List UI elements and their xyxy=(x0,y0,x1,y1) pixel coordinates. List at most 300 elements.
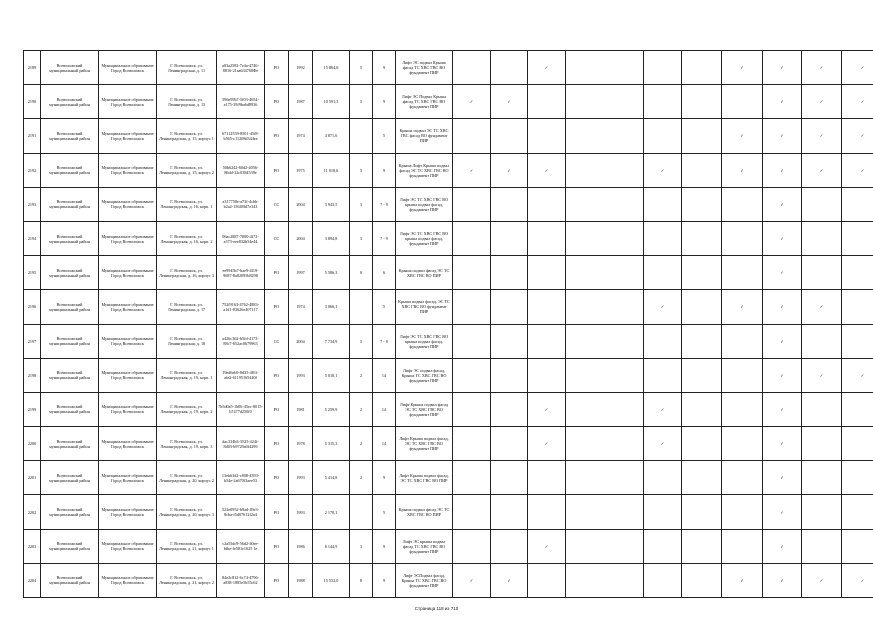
area-cell: 5 018,1 xyxy=(313,358,350,392)
entrances-cell: 2 xyxy=(350,392,373,426)
area-cell: 5 414,8 xyxy=(313,461,350,495)
work-check-cell xyxy=(528,153,566,187)
work-check-cell xyxy=(453,495,491,529)
row-number: 2194 xyxy=(24,221,41,255)
work-check-cell xyxy=(763,51,802,85)
area-cell: 2 170,1 xyxy=(313,495,350,529)
checkmark-icon: ✓ xyxy=(780,441,784,447)
checkmark-icon: ✓ xyxy=(780,338,784,344)
ownership-type-cell: РО xyxy=(265,461,289,495)
work-check-cell xyxy=(722,529,763,563)
floors-cell: 5 xyxy=(373,495,396,529)
year-cell: 1975 xyxy=(289,153,313,187)
work-check-cell xyxy=(682,153,722,187)
work-check-cell xyxy=(644,187,682,221)
district-cell: Всеволожский муниципальный район xyxy=(41,495,99,529)
work-check-cell xyxy=(763,495,802,529)
year-cell: 1987 xyxy=(289,85,313,119)
work-check-cell xyxy=(528,51,566,85)
checkmark-icon: ✓ xyxy=(780,543,784,549)
work-check-cell xyxy=(528,495,566,529)
work-check-cell xyxy=(644,85,682,119)
row-number: 2191 xyxy=(24,119,41,153)
guid-cell: 13eb63d2-c808-4393-b54e-2a670f3aee53 xyxy=(217,461,265,495)
checkmark-icon: ✓ xyxy=(780,509,784,515)
work-check-cell xyxy=(491,153,528,187)
work-check-cell xyxy=(453,427,491,461)
work-check-cell xyxy=(453,221,491,255)
row-number: 2192 xyxy=(24,153,41,187)
checkmark-icon: ✓ xyxy=(819,99,824,105)
work-check-cell xyxy=(682,461,722,495)
address-cell: Г. Всеволожск, ул. Ленинградская, д. 18 xyxy=(157,324,217,358)
row-number: 2193 xyxy=(24,187,41,221)
year-cell: 1986 xyxy=(289,529,313,563)
work-check-cell xyxy=(566,495,644,529)
work-check-cell xyxy=(453,392,491,426)
district-cell: Всеволожский муниципальный район xyxy=(41,563,99,597)
work-check-cell xyxy=(528,119,566,153)
works-cell: Лифт ЭСПодвал фасад, Крыша ТС ХВС ГВС ВО фундамент ПИР xyxy=(396,563,453,597)
ownership-type-cell: РО xyxy=(265,119,289,153)
work-check-cell xyxy=(528,563,566,597)
year-cell: 2004 xyxy=(289,187,313,221)
address-cell: Г. Всеволожск, ул. Ленинградская, д. 15, корпус 2 xyxy=(157,153,217,187)
checkmark-icon: ✓ xyxy=(780,304,784,310)
work-check-cell xyxy=(528,392,566,426)
checkmark-icon: ✓ xyxy=(544,543,549,549)
work-check-cell xyxy=(566,51,644,85)
municipality-cell: Муниципальное образование Город Всеволожск xyxy=(99,529,157,563)
work-check-cell xyxy=(682,51,722,85)
work-check-cell xyxy=(644,290,682,324)
work-check-cell xyxy=(763,324,802,358)
work-check-cell xyxy=(842,392,873,426)
table-row xyxy=(24,51,873,85)
year-cell: 1974 xyxy=(289,290,313,324)
guid-cell: 50b6242-60d2-4056-86dd-32c0384539e xyxy=(217,153,265,187)
ownership-type-cell: СС xyxy=(265,187,289,221)
work-check-cell xyxy=(682,187,722,221)
ownership-type-cell: РО xyxy=(265,427,289,461)
year-cell: 1988 xyxy=(289,563,313,597)
entrances-cell: 5 xyxy=(350,51,373,85)
floors-cell: 7 - 9 xyxy=(373,187,396,221)
table-row xyxy=(24,153,873,187)
entrances-cell: 3 xyxy=(350,187,373,221)
address-cell: Г. Всеволожск, ул. Ленинградская, д. 19, корп. 2 xyxy=(157,392,217,426)
checkmark-icon: ✓ xyxy=(780,99,784,105)
work-check-cell xyxy=(453,324,491,358)
work-check-cell xyxy=(566,119,644,153)
guid-cell: 06ac2887-7000-4f72-a373-eee832b54e44 xyxy=(217,221,265,255)
floors-cell: 9 xyxy=(373,153,396,187)
work-check-cell xyxy=(802,392,842,426)
work-check-cell xyxy=(842,290,873,324)
works-cell: Лифт ЭС ТС ХВС ГВС ВО крыша подвал фасад, фундамент ПИР xyxy=(396,324,453,358)
municipality-cell: Муниципальное образование Город Всеволожск xyxy=(99,221,157,255)
work-check-cell xyxy=(802,324,842,358)
work-check-cell xyxy=(722,495,763,529)
guid-cell: 596e99b7-5f03-4654-a175-39f9ba6d8936 xyxy=(217,85,265,119)
checkmark-icon: ✓ xyxy=(740,304,744,310)
entrances-cell: 2 xyxy=(350,461,373,495)
checkmark-icon: ✓ xyxy=(507,577,511,583)
address-cell: Г. Всеволожск, ул. Ленинградская, д. 20, корпус 2 xyxy=(157,461,217,495)
work-check-cell xyxy=(682,119,722,153)
area-cell: 3 066,1 xyxy=(313,290,350,324)
work-check-cell xyxy=(763,153,802,187)
floors-cell: 9 xyxy=(373,85,396,119)
row-number: 2199 xyxy=(24,392,41,426)
work-check-cell xyxy=(802,427,842,461)
ownership-type-cell: РО xyxy=(265,153,289,187)
work-check-cell xyxy=(453,85,491,119)
address-cell: Г. Всеволожск, ул. Ленинградская, д. 21, корпус 1 xyxy=(157,529,217,563)
work-check-cell xyxy=(682,221,722,255)
work-check-cell xyxy=(566,427,644,461)
floors-cell: 9 xyxy=(373,461,396,495)
checkmark-icon: ✓ xyxy=(860,577,865,583)
checkmark-icon: ✓ xyxy=(819,577,824,583)
work-check-cell xyxy=(802,563,842,597)
checkmark-icon: ✓ xyxy=(660,441,665,447)
checkmark-icon: ✓ xyxy=(544,65,549,71)
works-cell: Лифт Крыша подвал фасад, ЭС ТС ХВС ГВС ВО фундамент ПИР xyxy=(396,427,453,461)
entrances-cell: 0 xyxy=(350,256,373,290)
work-check-cell xyxy=(491,324,528,358)
area-cell: 6 144,9 xyxy=(313,529,350,563)
entrances-cell: 5 xyxy=(350,85,373,119)
works-cell: Лифт ЭС подвал Крыша фасад ТС ХВС ГВС ВО фундамент ПИР xyxy=(396,51,453,85)
row-number: 2197 xyxy=(24,324,41,358)
work-check-cell xyxy=(644,529,682,563)
work-check-cell xyxy=(682,324,722,358)
ownership-type-cell: РО xyxy=(265,256,289,290)
work-check-cell xyxy=(491,187,528,221)
guid-cell: c2a55dc9-56d2-40ee-bfbe-fe581e1625 1e xyxy=(217,529,265,563)
address-cell: Г. Всеволожск, ул. Ленинградская, д. 15, корпус 1 xyxy=(157,119,217,153)
ownership-type-cell: РО xyxy=(265,358,289,392)
checkmark-icon: ✓ xyxy=(740,167,744,173)
work-check-cell xyxy=(453,256,491,290)
work-check-cell xyxy=(644,221,682,255)
work-check-cell xyxy=(763,256,802,290)
work-check-cell xyxy=(682,256,722,290)
floors-cell: 7 - 9 xyxy=(373,324,396,358)
row-number: 2195 xyxy=(24,256,41,290)
checkmark-icon: ✓ xyxy=(469,99,474,105)
year-cell: 1974 xyxy=(289,119,313,153)
work-check-cell xyxy=(491,221,528,255)
work-check-cell xyxy=(453,529,491,563)
work-check-cell xyxy=(722,392,763,426)
work-check-cell xyxy=(722,324,763,358)
checkmark-icon: ✓ xyxy=(860,133,865,139)
work-check-cell xyxy=(842,461,873,495)
address-cell: Г. Всеволожск, ул. Ленинградская, д. 13 xyxy=(157,85,217,119)
work-check-cell xyxy=(528,221,566,255)
work-check-cell xyxy=(763,392,802,426)
work-check-cell xyxy=(682,529,722,563)
work-check-cell xyxy=(802,221,842,255)
checkmark-icon: ✓ xyxy=(780,236,784,242)
work-check-cell xyxy=(842,153,873,187)
area-cell: 5 586,3 xyxy=(313,256,350,290)
work-check-cell xyxy=(842,256,873,290)
table-row xyxy=(24,529,873,563)
entrances-cell: 2 xyxy=(350,358,373,392)
row-number: 2203 xyxy=(24,529,41,563)
municipality-cell: Муниципальное образование Город Всеволожск xyxy=(99,358,157,392)
ownership-type-cell: РО xyxy=(265,51,289,85)
work-check-cell xyxy=(842,221,873,255)
checkmark-icon: ✓ xyxy=(860,372,865,378)
guid-cell: 19ed6eb9-8d35-481f-afe2-61195165440f xyxy=(217,358,265,392)
entrances-cell: 5 xyxy=(350,153,373,187)
work-check-cell xyxy=(644,461,682,495)
work-check-cell xyxy=(722,51,763,85)
checkmark-icon: ✓ xyxy=(544,167,549,173)
work-check-cell xyxy=(566,187,644,221)
work-check-cell xyxy=(644,392,682,426)
row-number: 2190 xyxy=(24,85,41,119)
work-check-cell xyxy=(842,358,873,392)
works-cell: Лифт ЭС крыша подвал фасад ТС ХВС ГВС ВО фундамент ПИР xyxy=(396,529,453,563)
entrances-cell: 8 xyxy=(350,563,373,597)
works-cell: Лифт ЭС Подвал Крыша фасад ТС ХВС ГВС ВО фундамент ПИР xyxy=(396,85,453,119)
ownership-type-cell: РО xyxy=(265,529,289,563)
municipality-cell: Муниципальное образование Город Всеволожск xyxy=(99,256,157,290)
work-check-cell xyxy=(722,358,763,392)
register-body xyxy=(24,51,873,598)
district-cell: Всеволожский муниципальный район xyxy=(41,358,99,392)
ownership-type-cell: РО xyxy=(265,563,289,597)
work-check-cell xyxy=(453,187,491,221)
year-cell: 1993 xyxy=(289,358,313,392)
address-cell: Г. Всеволожск, ул. Ленинградская, д. 17 xyxy=(157,290,217,324)
checkmark-icon: ✓ xyxy=(660,167,665,173)
page-footer: Страница 118 из 710 xyxy=(414,606,459,611)
work-check-cell xyxy=(763,461,802,495)
table-row xyxy=(24,290,873,324)
work-check-cell xyxy=(763,529,802,563)
work-check-cell xyxy=(682,358,722,392)
work-check-cell xyxy=(453,461,491,495)
work-check-cell xyxy=(566,256,644,290)
work-check-cell xyxy=(842,324,873,358)
guid-cell: a03a2582-7e4a-4746-8816-21aa634768Фe xyxy=(217,51,265,85)
address-cell: Г. Всеволожск, ул. Ленинградская, д. 11 xyxy=(157,51,217,85)
work-check-cell xyxy=(722,563,763,597)
work-check-cell xyxy=(682,290,722,324)
work-check-cell xyxy=(528,324,566,358)
municipality-cell: Муниципальное образование Город Всеволожск xyxy=(99,324,157,358)
works-cell: Крыша подвал фасад ЭС ТС ХВС ГВС ВО ПИР xyxy=(396,256,453,290)
work-check-cell xyxy=(491,358,528,392)
area-cell: 3 894,8 xyxy=(313,221,350,255)
row-number: 2198 xyxy=(24,358,41,392)
work-check-cell xyxy=(644,427,682,461)
ownership-type-cell: РО xyxy=(265,290,289,324)
district-cell: Всеволожский муниципальный район xyxy=(41,256,99,290)
work-check-cell xyxy=(682,85,722,119)
checkmark-icon: ✓ xyxy=(740,65,744,71)
district-cell: Всеволожский муниципальный район xyxy=(41,392,99,426)
work-check-cell xyxy=(528,256,566,290)
district-cell: Всеволожский муниципальный район xyxy=(41,461,99,495)
work-check-cell xyxy=(566,563,644,597)
checkmark-icon: ✓ xyxy=(860,99,865,105)
checkmark-icon: ✓ xyxy=(780,133,784,139)
checkmark-icon: ✓ xyxy=(819,65,824,71)
checkmark-icon: ✓ xyxy=(819,372,824,378)
checkmark-icon: ✓ xyxy=(660,304,665,310)
area-cell: 10 591,3 xyxy=(313,85,350,119)
checkmark-icon: ✓ xyxy=(860,167,865,173)
work-check-cell xyxy=(842,119,873,153)
work-check-cell xyxy=(528,290,566,324)
municipality-cell: Муниципальное образование Город Всеволожск xyxy=(99,51,157,85)
municipality-cell: Муниципальное образование Город Всеволожск xyxy=(99,119,157,153)
checkmark-icon: ✓ xyxy=(860,65,865,71)
guid-cell: ee9945b7-bae9-4f19-9687-8a82095b8298 xyxy=(217,256,265,290)
ownership-type-cell: СС xyxy=(265,324,289,358)
work-check-cell xyxy=(722,461,763,495)
work-check-cell xyxy=(763,358,802,392)
work-check-cell xyxy=(763,187,802,221)
works-cell: Крыша подвал фасад, ЭС ТС ХВС ГВС ВО фундамент ПИР xyxy=(396,290,453,324)
work-check-cell xyxy=(682,563,722,597)
work-check-cell xyxy=(763,427,802,461)
guid-cell: a426c362-b5fd-4173-88c7-652ac0679963 xyxy=(217,324,265,358)
work-check-cell xyxy=(842,495,873,529)
checkmark-icon: ✓ xyxy=(780,577,784,583)
checkmark-icon: ✓ xyxy=(507,99,511,105)
municipality-cell: Муниципальное образование Город Всеволожск xyxy=(99,563,157,597)
work-check-cell xyxy=(644,563,682,597)
checkmark-icon: ✓ xyxy=(780,201,784,207)
work-check-cell xyxy=(802,119,842,153)
table-row xyxy=(24,495,873,529)
district-cell: Всеволожский муниципальный район xyxy=(41,529,99,563)
work-check-cell xyxy=(644,358,682,392)
checkmark-icon: ✓ xyxy=(469,167,474,173)
register-table xyxy=(23,50,873,598)
checkmark-icon: ✓ xyxy=(819,133,824,139)
address-cell: Г. Всеволожск, ул. Ленинградская, д. 19, корп. 3 xyxy=(157,427,217,461)
work-check-cell xyxy=(722,256,763,290)
work-check-cell xyxy=(763,563,802,597)
work-check-cell xyxy=(528,358,566,392)
work-check-cell xyxy=(453,153,491,187)
ownership-type-cell: РО xyxy=(265,495,289,529)
work-check-cell xyxy=(722,290,763,324)
work-check-cell xyxy=(763,119,802,153)
floors-cell: 6 xyxy=(373,256,396,290)
area-cell: 5 315,3 xyxy=(313,427,350,461)
row-number: 2200 xyxy=(24,427,41,461)
row-number: 2202 xyxy=(24,495,41,529)
work-check-cell xyxy=(682,427,722,461)
work-check-cell xyxy=(802,85,842,119)
work-check-cell xyxy=(491,392,528,426)
checkmark-icon: ✓ xyxy=(544,441,549,447)
work-check-cell xyxy=(566,529,644,563)
work-check-cell xyxy=(842,529,873,563)
guid-cell: 522e0952-b9ad-49e3-8cba-f5d07612f2a4 xyxy=(217,495,265,529)
municipality-cell: Муниципальное образование Город Всеволожск xyxy=(99,187,157,221)
row-number: 2189 xyxy=(24,51,41,85)
work-check-cell xyxy=(802,153,842,187)
work-check-cell xyxy=(682,495,722,529)
table-row xyxy=(24,85,873,119)
work-check-cell xyxy=(566,85,644,119)
work-check-cell xyxy=(491,85,528,119)
year-cell: 1978 xyxy=(289,427,313,461)
work-check-cell xyxy=(644,256,682,290)
work-check-cell xyxy=(491,290,528,324)
work-check-cell xyxy=(453,290,491,324)
checkmark-icon: ✓ xyxy=(819,304,824,310)
works-cell: Крыша подвал ЭС ТС ХВС ГВС фасад ВО фундамент ПИР xyxy=(396,119,453,153)
work-check-cell xyxy=(763,85,802,119)
year-cell: 1993 xyxy=(289,461,313,495)
area-cell: 11 018,6 xyxy=(313,153,350,187)
works-cell: Лифт Крыша подвал фасад ЭС ТС ХВС ГВС ВО фундамент ПИР xyxy=(396,392,453,426)
checkmark-icon: ✓ xyxy=(469,577,474,583)
work-check-cell xyxy=(644,495,682,529)
works-cell: Крыша Лифт Крыша подвал фасад ЭС ТС ХВС ГВС ВО фундамент ПИР xyxy=(396,153,453,187)
checkmark-icon: ✓ xyxy=(780,65,784,71)
municipality-cell: Муниципальное образование Город Всеволожск xyxy=(99,290,157,324)
work-check-cell xyxy=(528,85,566,119)
area-cell: 3 943,5 xyxy=(313,187,350,221)
work-check-cell xyxy=(722,85,763,119)
work-check-cell xyxy=(566,461,644,495)
work-check-cell xyxy=(763,290,802,324)
works-cell: Лифт ЭС подвал фасад, Крыша ТС ХВС ГВС ВО фундамент ПИР xyxy=(396,358,453,392)
floors-cell: 9 xyxy=(373,563,396,597)
work-check-cell xyxy=(842,85,873,119)
checkmark-icon: ✓ xyxy=(780,167,784,173)
table-row xyxy=(24,187,873,221)
district-cell: Всеволожский муниципальный район xyxy=(41,85,99,119)
ownership-type-cell: РО xyxy=(265,85,289,119)
table-row xyxy=(24,119,873,153)
table-row xyxy=(24,324,873,358)
work-check-cell xyxy=(802,529,842,563)
work-check-cell xyxy=(842,187,873,221)
work-check-cell xyxy=(491,427,528,461)
work-check-cell xyxy=(722,221,763,255)
work-check-cell xyxy=(644,119,682,153)
table-row xyxy=(24,427,873,461)
floors-cell: 14 xyxy=(373,358,396,392)
municipality-cell: Муниципальное образование Город Всеволожск xyxy=(99,427,157,461)
floors-cell: 5 xyxy=(373,290,396,324)
entrances-cell: 2 xyxy=(350,427,373,461)
checkmark-icon: ✓ xyxy=(740,133,744,139)
works-cell: Лифт ЭС ТС ХВС ГВС ВО крыша подвал фасад, фундамент ПИР xyxy=(396,187,453,221)
checkmark-icon: ✓ xyxy=(507,167,511,173)
work-check-cell xyxy=(566,358,644,392)
area-cell: 5 259,9 xyxy=(313,392,350,426)
table-row xyxy=(24,392,873,426)
guid-cell: 84e2c812-6c74-4796-a838-1885e5b55c62 xyxy=(217,563,265,597)
checkmark-icon: ✓ xyxy=(780,270,784,276)
address-cell: Г. Всеволожск, ул. Ленинградская, д. 21, корпус 2 xyxy=(157,563,217,597)
